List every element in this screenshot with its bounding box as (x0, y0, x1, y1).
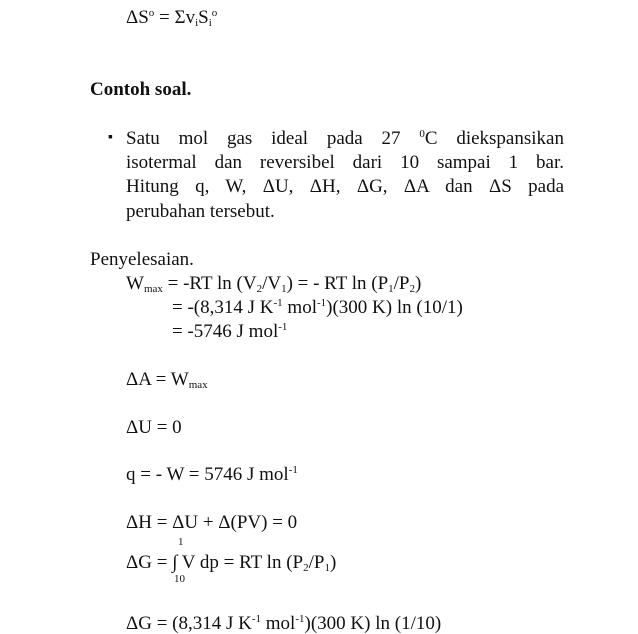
integral-upper-limit: 1 (178, 536, 184, 548)
wmax-substitution: = -(8,314 J $K^{-1}$ mol$^{-1}$)(300 K) ln (10/1) (172, 297, 463, 318)
problem-line-3: Hitung q, W, ΔU, ΔH, ΔG, ΔA dan ΔS pada (126, 176, 564, 197)
delta-g-numeric-equation: ΔG = (8,314 J $K^{-1}$ mol$^{-1}$)(300 K) ln (1/10) (126, 613, 442, 634)
delta-g-integral-equation: ΔG = ∫ V dp = RT $\ln (P_2/P_1)$ (126, 552, 337, 574)
integral-lower-limit: 10 (174, 573, 185, 585)
problem-line-4: perubahan tersebut. (126, 201, 275, 222)
wmax-equation: $W_{max} = -RT$ $\ln (V_2/V_1)$ = - RT $\ln (P_1/P_2)$ (126, 273, 422, 295)
delta-h-equation: ΔH = ΔU + Δ(PV) = 0 (126, 512, 298, 533)
problem-line-2: isotermal dan reversibel dari 10 sampai 1 bar. (126, 152, 564, 173)
delta-a-equation: $\Delta A = W_{max}$ (126, 369, 208, 391)
bullet-icon: ▪ (108, 130, 113, 145)
section-heading: Contoh soal. (90, 79, 192, 100)
delta-u-equation: ΔU = 0 (126, 417, 182, 438)
entropy-formula: $\Delta S^o = \Sigma v_iS_i^o$ (126, 7, 218, 29)
integral-icon: ∫ (172, 552, 178, 573)
solution-label: Penyelesaian. (90, 249, 194, 270)
wmax-result: = -5746 J mol$^{-1}$ (172, 321, 288, 342)
heat-equation: q = - W = 5746 J mol$^{-1}$ (126, 464, 298, 485)
problem-line-1: Satu mol gas ideal pada 27 $^0$C diekspansikan (126, 128, 564, 149)
